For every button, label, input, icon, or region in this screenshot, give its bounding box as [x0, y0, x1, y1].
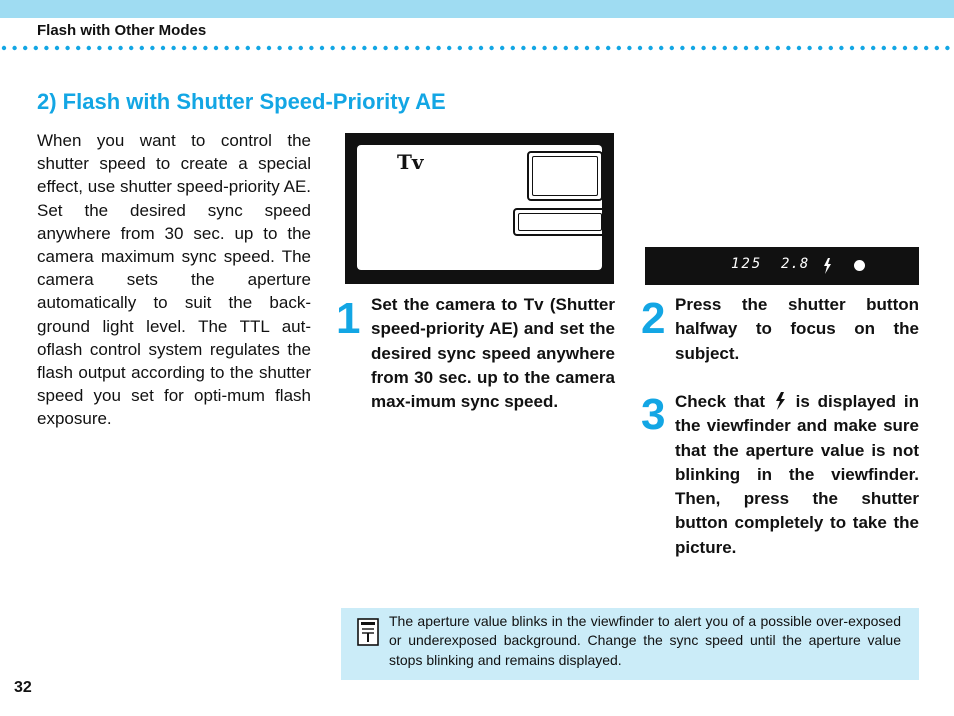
divider-dot — [595, 46, 599, 50]
divider-dot — [118, 46, 122, 50]
section-label: Flash with Other Modes — [37, 22, 207, 39]
divider-dot — [436, 46, 440, 50]
divider-dot — [76, 46, 80, 50]
step-1-number: 1 — [336, 294, 359, 343]
divider-dot — [701, 46, 705, 50]
divider-dot — [330, 46, 334, 50]
divider-dot — [87, 46, 91, 50]
divider-dot — [776, 46, 780, 50]
divider-dot — [829, 46, 833, 50]
divider-dot — [108, 46, 112, 50]
flash-icon — [775, 392, 786, 410]
divider-dot — [712, 46, 716, 50]
divider-dot — [542, 46, 546, 50]
divider-dot — [309, 46, 313, 50]
divider-dot — [246, 46, 250, 50]
divider-dot — [352, 46, 356, 50]
divider-dot — [860, 46, 864, 50]
divider-dot — [214, 46, 218, 50]
divider-dot — [489, 46, 493, 50]
divider-dot — [12, 46, 16, 50]
divider-dot — [850, 46, 854, 50]
divider-dot — [839, 46, 843, 50]
note-text: The aperture value blinks in the viewfinder to alert you of a possible over-exposed or underexposed background. Change the sync speed until the aperture value stops blinking and remains displayed. — [389, 613, 901, 668]
divider-dot — [585, 46, 589, 50]
divider-dot — [797, 46, 801, 50]
divider-dot — [638, 46, 642, 50]
divider-dot — [415, 46, 419, 50]
viewfinder-display-illustration — [645, 247, 919, 285]
divider-dot — [574, 46, 578, 50]
divider-dot — [140, 46, 144, 50]
divider-dot — [892, 46, 896, 50]
lcd-panel-inner — [357, 145, 602, 270]
step-1-text: Set the camera to Tv (Shutter speed-priority AE) and set the desired sync speed anywhere from 30 sec. up to the camera max-imum sync speed. — [371, 295, 615, 412]
viewfinder-shutter-speed: 125 — [731, 256, 763, 272]
divider-dot — [224, 46, 228, 50]
divider-dot — [479, 46, 483, 50]
step-3-number: 3 — [641, 390, 664, 439]
dotted-divider — [0, 44, 954, 52]
divider-dot — [924, 46, 928, 50]
flash-icon — [823, 258, 832, 274]
divider-dot — [659, 46, 663, 50]
divider-dot — [383, 46, 387, 50]
divider-dot — [903, 46, 907, 50]
divider-dot — [744, 46, 748, 50]
divider-dot — [935, 46, 939, 50]
divider-dot — [426, 46, 430, 50]
tv-mode-icon — [397, 151, 427, 175]
divider-dot — [161, 46, 165, 50]
divider-dot — [341, 46, 345, 50]
note-box — [341, 608, 919, 680]
divider-dot — [193, 46, 197, 50]
divider-dot — [373, 46, 377, 50]
lcd-panel-illustration — [345, 133, 614, 284]
tv-mode-label: Tv — [397, 151, 424, 174]
divider-dot — [182, 46, 186, 50]
divider-dot — [680, 46, 684, 50]
divider-dot — [807, 46, 811, 50]
divider-dot — [945, 46, 949, 50]
divider-dot — [458, 46, 462, 50]
focus-dot-icon — [854, 260, 865, 271]
divider-dot — [235, 46, 239, 50]
step-3-text — [675, 390, 919, 560]
divider-dot — [913, 46, 917, 50]
divider-dot — [500, 46, 504, 50]
divider-dot — [765, 46, 769, 50]
top-color-bar — [0, 0, 954, 18]
divider-dot — [97, 46, 101, 50]
divider-dot — [362, 46, 366, 50]
divider-dot — [553, 46, 557, 50]
display-frame-large — [527, 151, 603, 201]
divider-dot — [288, 46, 292, 50]
divider-dot — [532, 46, 536, 50]
divider-dot — [171, 46, 175, 50]
divider-dot — [627, 46, 631, 50]
divider-dot — [2, 46, 6, 50]
step-2-text: Press the shutter button halfway to focus on the subject. — [675, 295, 919, 363]
viewfinder-aperture: 2.8 — [781, 256, 810, 272]
divider-dot — [299, 46, 303, 50]
divider-dot — [256, 46, 260, 50]
divider-dot — [606, 46, 610, 50]
divider-dot — [670, 46, 674, 50]
divider-dot — [733, 46, 737, 50]
divider-dot — [691, 46, 695, 50]
divider-dot — [394, 46, 398, 50]
divider-dot — [617, 46, 621, 50]
divider-dot — [511, 46, 515, 50]
divider-dot — [277, 46, 281, 50]
step-2-number: 2 — [641, 294, 664, 343]
display-frame-small — [513, 208, 607, 236]
divider-dot — [23, 46, 27, 50]
divider-dot — [447, 46, 451, 50]
divider-dot — [754, 46, 758, 50]
divider-dot — [65, 46, 69, 50]
divider-dot — [648, 46, 652, 50]
divider-dot — [55, 46, 59, 50]
divider-dot — [405, 46, 409, 50]
divider-dot — [320, 46, 324, 50]
memo-icon — [357, 618, 379, 646]
divider-dot — [521, 46, 525, 50]
divider-dot — [882, 46, 886, 50]
divider-dot — [723, 46, 727, 50]
step-3-text-before: Check that — [675, 392, 765, 411]
divider-dot — [871, 46, 875, 50]
divider-dot — [786, 46, 790, 50]
divider-dot — [34, 46, 38, 50]
divider-dot — [267, 46, 271, 50]
step-3-text-after: is displayed in the viewfinder and make sure that the aperture value is not blinking in the viewfinder. Then, press the shutter button completely to take the picture. — [675, 392, 919, 557]
page-title: 2) Flash with Shutter Speed-Priority AE — [37, 89, 446, 114]
divider-dot — [44, 46, 48, 50]
divider-dot — [150, 46, 154, 50]
divider-dot — [818, 46, 822, 50]
divider-dot — [129, 46, 133, 50]
divider-dot — [203, 46, 207, 50]
divider-dot — [564, 46, 568, 50]
page-number: 32 — [14, 679, 32, 696]
divider-dot — [468, 46, 472, 50]
intro-paragraph: When you want to control the shutter speed to create a special effect, use shutter speed-priority AE. Set the desired sync speed anywhere from 30 sec. up to the camera maximum sync speed. The camera sets the aperture automatically to suit the back-ground light level. The TTL aut-oflash control system regulates the flash output according to the shutter speed you set for opti-mum flash exposure. — [37, 131, 311, 429]
